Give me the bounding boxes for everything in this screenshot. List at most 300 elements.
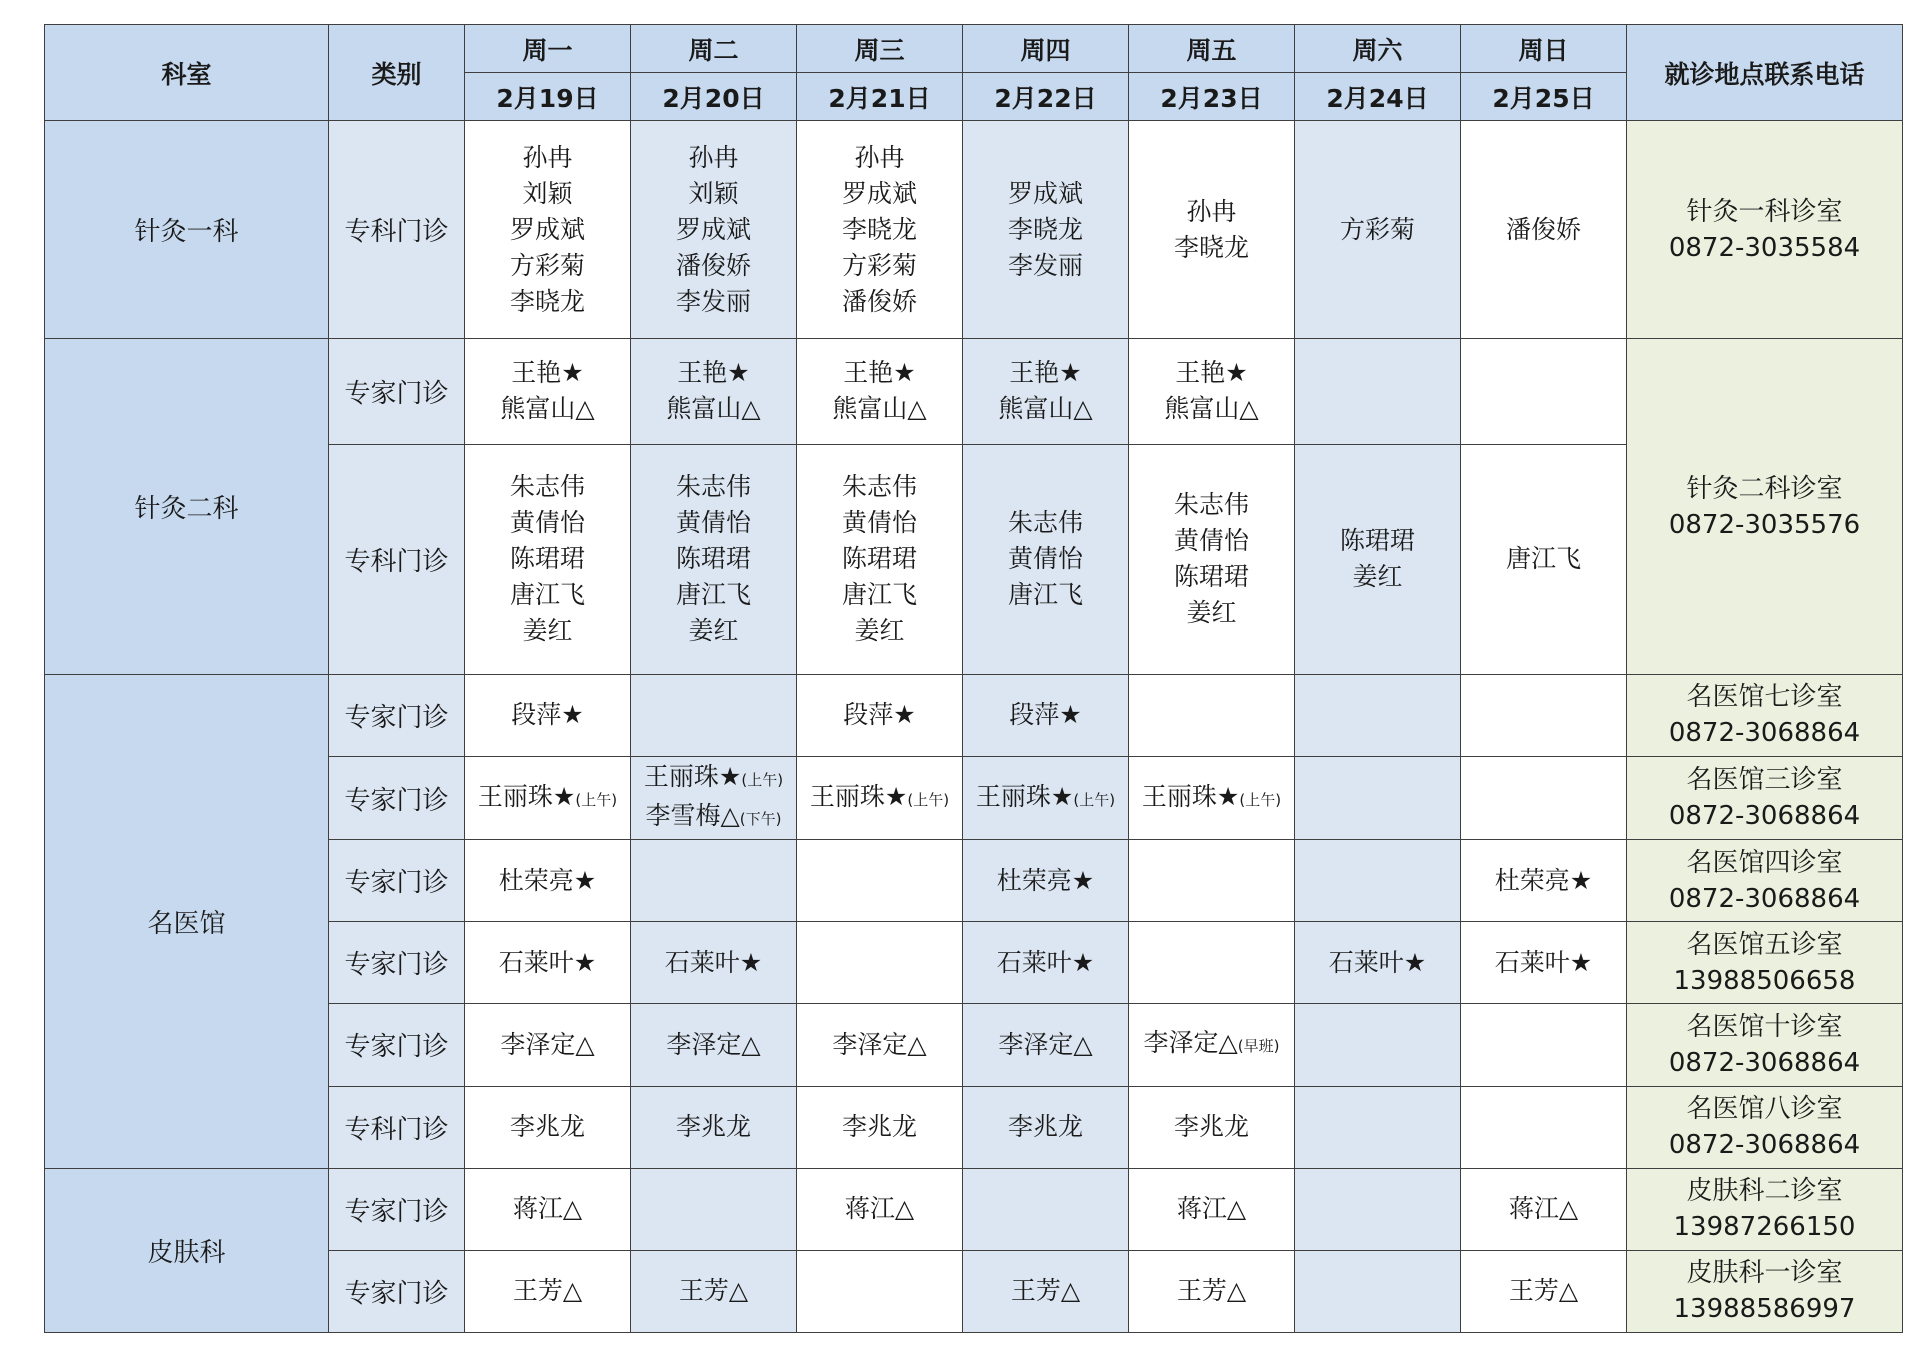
doctor-entry (1129, 230, 1294, 266)
schedule-row (45, 339, 1903, 444)
doctor-entry (963, 577, 1128, 613)
doctor-entry (631, 391, 796, 427)
header-weekday: 周二 (631, 25, 797, 73)
schedule-row (45, 1168, 1903, 1250)
day-slot-cell (465, 757, 631, 840)
doctor-name: 唐江飞 (675, 580, 751, 610)
doctor-entry (631, 613, 796, 649)
doctor-entry (963, 945, 1128, 981)
doctor-name: 李泽定△ (998, 1029, 1093, 1059)
day-slot-cell (465, 674, 631, 756)
day-slot-cell (1295, 757, 1461, 840)
department-cell: 皮肤科 (45, 1168, 329, 1332)
doctor-entry (1461, 541, 1626, 577)
doctor-entry (465, 577, 630, 613)
day-slot-cell (465, 1168, 631, 1250)
doctor-name: 罗成斌 (509, 214, 585, 244)
doctor-name: 石莱叶★ (1494, 947, 1593, 977)
doctor-name: 刘颖 (688, 178, 739, 208)
day-slot-cell (1461, 1168, 1627, 1250)
day-slot-cell (1461, 674, 1627, 756)
shift-note: (上午) (575, 790, 618, 809)
doctor-name: 王芳△ (1508, 1276, 1579, 1306)
doctor-name: 蒋江△ (1508, 1194, 1579, 1224)
doctor-entry (1295, 945, 1460, 981)
day-slot-cell (1129, 674, 1295, 756)
department-cell: 名医馆 (45, 674, 329, 1168)
doctor-entry (631, 1109, 796, 1145)
doctor-entry (963, 212, 1128, 248)
day-slot-cell (1295, 1168, 1461, 1250)
doctor-name: 王艳★ (843, 358, 916, 388)
doctor-entry (631, 759, 796, 798)
contact-phone: 0872-3068864 (1668, 1047, 1861, 1078)
day-slot-cell (1461, 840, 1627, 922)
doctor-entry (1295, 559, 1460, 595)
doctor-entry (631, 212, 796, 248)
day-slot-cell (963, 1168, 1129, 1250)
doctor-name: 朱志伟 (675, 472, 751, 502)
day-slot-cell (631, 339, 797, 444)
doctor-entry (797, 1027, 962, 1063)
doctor-name: 王芳△ (512, 1276, 583, 1306)
department-cell: 针灸二科 (45, 339, 329, 675)
doctor-entry (797, 1191, 962, 1227)
doctor-name: 罗成斌 (841, 178, 917, 208)
doctor-name: 王芳△ (1010, 1276, 1081, 1306)
doctor-entry (631, 945, 796, 981)
header-weekday: 周四 (963, 25, 1129, 73)
day-slot-cell (797, 444, 963, 674)
doctor-name: 王艳★ (677, 358, 750, 388)
day-slot-cell (963, 840, 1129, 922)
day-slot-cell (1295, 922, 1461, 1004)
doctor-entry (1129, 1025, 1294, 1064)
doctor-entry (465, 945, 630, 981)
doctor-entry (465, 212, 630, 248)
category-cell: 专科门诊 (329, 121, 465, 339)
doctor-name: 王丽珠★ (643, 762, 742, 792)
location-cell (1627, 121, 1903, 339)
header-category: 类别 (329, 25, 465, 121)
doctor-entry (797, 248, 962, 284)
doctor-name: 唐江飞 (841, 580, 917, 610)
doctor-name: 陈珺珺 (1339, 526, 1415, 556)
doctor-name: 李发丽 (675, 286, 751, 316)
day-slot-cell (631, 444, 797, 674)
header-date: 2月21日 (797, 73, 963, 121)
schedule-body (45, 121, 1903, 1333)
doctor-name: 杜荣亮★ (996, 865, 1095, 895)
clinic-room: 皮肤科二诊室 (1686, 1176, 1843, 1207)
doctor-name: 陈珺珺 (841, 544, 917, 574)
doctor-entry (963, 541, 1128, 577)
doctor-entry (1129, 1109, 1294, 1145)
contact-phone: 0872-3068864 (1668, 883, 1861, 914)
doctor-name: 蒋江△ (1176, 1194, 1247, 1224)
doctor-entry (1129, 595, 1294, 631)
doctor-name: 黄倩怡 (509, 508, 585, 538)
day-slot-cell (797, 1168, 963, 1250)
contact-phone: 0872-3068864 (1668, 718, 1861, 749)
doctor-entry (963, 1027, 1128, 1063)
category-cell: 专家门诊 (329, 1168, 465, 1250)
doctor-name: 唐江飞 (509, 580, 585, 610)
doctor-name: 姜红 (688, 616, 739, 646)
shift-note: (上午) (907, 790, 950, 809)
doctor-entry (631, 176, 796, 212)
day-slot-cell (1129, 339, 1295, 444)
doctor-name: 李泽定△ (1143, 1028, 1238, 1058)
doctor-name: 潘俊娇 (675, 250, 751, 280)
day-slot-cell (1461, 1086, 1627, 1168)
doctor-name: 熊富山△ (666, 394, 761, 424)
doctor-name: 陈珺珺 (509, 544, 585, 574)
doctor-name: 姜红 (1352, 562, 1403, 592)
doctor-entry (797, 577, 962, 613)
day-slot-cell (1295, 121, 1461, 339)
category-cell: 专家门诊 (329, 674, 465, 756)
doctor-entry (465, 140, 630, 176)
doctor-entry (1129, 194, 1294, 230)
doctor-entry (797, 391, 962, 427)
doctor-entry (465, 391, 630, 427)
doctor-name: 潘俊娇 (841, 286, 917, 316)
day-slot-cell (631, 1004, 797, 1086)
day-slot-cell (465, 1250, 631, 1332)
doctor-name: 熊富山△ (832, 394, 927, 424)
doctor-name: 杜荣亮★ (1494, 865, 1593, 895)
doctor-name: 方彩菊 (509, 250, 585, 280)
day-slot-cell (1129, 840, 1295, 922)
doctor-entry (465, 505, 630, 541)
day-slot-cell (1461, 339, 1627, 444)
contact-phone: 0872-3068864 (1668, 801, 1861, 832)
doctor-entry (963, 1273, 1128, 1309)
doctor-name: 李雪梅△ (645, 801, 740, 831)
doctor-entry (631, 1027, 796, 1063)
category-cell: 专家门诊 (329, 339, 465, 444)
doctor-entry (465, 1191, 630, 1227)
day-slot-cell (465, 121, 631, 339)
doctor-name: 王艳★ (1009, 358, 1082, 388)
doctor-entry (1461, 863, 1626, 899)
doctor-entry (797, 1109, 962, 1145)
header-weekday: 周一 (465, 25, 631, 73)
doctor-name: 李晓龙 (509, 286, 585, 316)
day-slot-cell (1295, 840, 1461, 922)
doctor-name: 王芳△ (678, 1276, 749, 1306)
clinic-room: 名医馆五诊室 (1686, 929, 1843, 960)
doctor-entry (963, 391, 1128, 427)
day-slot-cell (963, 674, 1129, 756)
doctor-name: 姜红 (522, 616, 573, 646)
shift-note: (上午) (741, 771, 784, 790)
day-slot-cell (631, 1250, 797, 1332)
day-slot-cell (797, 1250, 963, 1332)
doctor-entry (631, 541, 796, 577)
doctor-name: 黄倩怡 (675, 508, 751, 538)
doctor-name: 段萍★ (511, 700, 584, 730)
doctor-entry (631, 1273, 796, 1309)
department-cell: 针灸一科 (45, 121, 329, 339)
day-slot-cell (963, 1086, 1129, 1168)
doctor-entry (465, 613, 630, 649)
day-slot-cell (631, 922, 797, 1004)
doctor-entry (797, 779, 962, 818)
doctor-entry (1461, 1191, 1626, 1227)
day-slot-cell (797, 922, 963, 1004)
day-slot-cell (1295, 1250, 1461, 1332)
contact-phone: 0872-3035584 (1668, 232, 1861, 263)
doctor-entry (465, 1273, 630, 1309)
doctor-name: 熊富山△ (1164, 394, 1259, 424)
category-cell: 专家门诊 (329, 1004, 465, 1086)
header-dept: 科室 (45, 25, 329, 121)
doctor-entry (465, 541, 630, 577)
day-slot-cell (963, 1004, 1129, 1086)
day-slot-cell (1129, 444, 1295, 674)
day-slot-cell (631, 840, 797, 922)
day-slot-cell (1461, 757, 1627, 840)
header-date: 2月24日 (1295, 73, 1461, 121)
day-slot-cell (631, 1086, 797, 1168)
doctor-entry (963, 505, 1128, 541)
doctor-name: 熊富山△ (500, 394, 595, 424)
doctor-name: 王丽珠★ (1141, 781, 1240, 811)
schedule-row (45, 121, 1903, 339)
category-cell: 专家门诊 (329, 922, 465, 1004)
doctor-name: 王丽珠★ (809, 781, 908, 811)
location-cell (1627, 1250, 1903, 1332)
day-slot-cell (797, 339, 963, 444)
day-slot-cell (797, 1086, 963, 1168)
day-slot-cell (963, 1250, 1129, 1332)
doctor-name: 石莱叶★ (996, 947, 1095, 977)
doctor-name: 陈珺珺 (675, 544, 751, 574)
doctor-name: 潘俊娇 (1505, 214, 1581, 244)
day-slot-cell (963, 339, 1129, 444)
doctor-name: 李泽定△ (666, 1029, 761, 1059)
doctor-entry (963, 697, 1128, 733)
day-slot-cell (797, 1004, 963, 1086)
doctor-entry (797, 355, 962, 391)
doctor-entry (1295, 212, 1460, 248)
day-slot-cell (963, 922, 1129, 1004)
doctor-name: 黄倩怡 (841, 508, 917, 538)
category-cell: 专科门诊 (329, 444, 465, 674)
header-location: 就诊地点联系电话 (1627, 25, 1903, 121)
day-slot-cell (1129, 757, 1295, 840)
doctor-entry (465, 469, 630, 505)
day-slot-cell (963, 757, 1129, 840)
doctor-name: 李发丽 (1007, 250, 1083, 280)
day-slot-cell (1295, 339, 1461, 444)
doctor-name: 刘颖 (522, 178, 573, 208)
doctor-name: 李泽定△ (500, 1029, 595, 1059)
doctor-entry (465, 248, 630, 284)
day-slot-cell (465, 922, 631, 1004)
doctor-entry (797, 697, 962, 733)
day-slot-cell (1129, 1250, 1295, 1332)
day-slot-cell (1129, 1086, 1295, 1168)
header-date: 2月22日 (963, 73, 1129, 121)
doctor-name: 熊富山△ (998, 394, 1093, 424)
day-slot-cell (1295, 674, 1461, 756)
doctor-name: 黄倩怡 (1007, 544, 1083, 574)
doctor-name: 王艳★ (511, 358, 584, 388)
doctor-name: 段萍★ (1009, 700, 1082, 730)
doctor-name: 孙冉 (1186, 196, 1237, 226)
doctor-entry (631, 248, 796, 284)
doctor-entry (963, 176, 1128, 212)
header-weekday: 周日 (1461, 25, 1627, 73)
clinic-room: 名医馆八诊室 (1686, 1094, 1843, 1125)
header-row-weekdays (45, 25, 1903, 73)
doctor-entry (465, 284, 630, 320)
doctor-entry (1129, 523, 1294, 559)
day-slot-cell (465, 339, 631, 444)
doctor-name: 朱志伟 (1007, 508, 1083, 538)
shift-note: (下午) (739, 810, 782, 829)
doctor-name: 石莱叶★ (1328, 947, 1427, 977)
category-cell: 专科门诊 (329, 1086, 465, 1168)
day-slot-cell (631, 757, 797, 840)
doctor-entry (631, 140, 796, 176)
doctor-name: 杜荣亮★ (498, 865, 597, 895)
day-slot-cell (1461, 1250, 1627, 1332)
doctor-entry (797, 284, 962, 320)
day-slot-cell (1295, 1004, 1461, 1086)
day-slot-cell (465, 1086, 631, 1168)
doctor-name: 唐江飞 (1505, 544, 1581, 574)
doctor-name: 姜红 (854, 616, 905, 646)
day-slot-cell (1129, 922, 1295, 1004)
day-slot-cell (963, 121, 1129, 339)
clinic-room: 名医馆七诊室 (1686, 682, 1843, 713)
doctor-name: 孙冉 (688, 142, 739, 172)
contact-phone: 13988586997 (1673, 1294, 1856, 1325)
day-slot-cell (465, 444, 631, 674)
location-cell (1627, 757, 1903, 840)
clinic-room: 皮肤科一诊室 (1686, 1258, 1843, 1289)
doctor-name: 王丽珠★ (975, 781, 1074, 811)
doctor-entry (631, 284, 796, 320)
doctor-name: 李晓龙 (841, 214, 917, 244)
category-cell: 专家门诊 (329, 840, 465, 922)
doctor-entry (631, 355, 796, 391)
day-slot-cell (1461, 444, 1627, 674)
doctor-entry (1129, 391, 1294, 427)
doctor-entry (1461, 1273, 1626, 1309)
location-cell (1627, 1086, 1903, 1168)
doctor-name: 陈珺珺 (1173, 562, 1249, 592)
doctor-entry (1129, 1273, 1294, 1309)
day-slot-cell (1461, 922, 1627, 1004)
doctor-entry (797, 505, 962, 541)
day-slot-cell (1129, 1004, 1295, 1086)
doctor-entry (963, 355, 1128, 391)
day-slot-cell (465, 840, 631, 922)
doctor-name: 姜红 (1186, 598, 1237, 628)
header-date: 2月19日 (465, 73, 631, 121)
doctor-entry (797, 613, 962, 649)
doctor-name: 孙冉 (522, 142, 573, 172)
day-slot-cell (963, 444, 1129, 674)
clinic-room: 名医馆四诊室 (1686, 847, 1843, 878)
day-slot-cell (797, 840, 963, 922)
doctor-name: 王丽珠★ (477, 781, 576, 811)
day-slot-cell (1295, 444, 1461, 674)
doctor-name: 李晓龙 (1007, 214, 1083, 244)
doctor-name: 石莱叶★ (664, 947, 763, 977)
category-cell: 专家门诊 (329, 1250, 465, 1332)
location-cell (1627, 339, 1903, 675)
doctor-name: 孙冉 (854, 142, 905, 172)
doctor-name: 王芳△ (1176, 1276, 1247, 1306)
doctor-entry (631, 577, 796, 613)
day-slot-cell (1295, 1086, 1461, 1168)
doctor-entry (1129, 355, 1294, 391)
day-slot-cell (1129, 121, 1295, 339)
clinic-room: 针灸一科诊室 (1686, 196, 1843, 227)
doctor-entry (631, 505, 796, 541)
day-slot-cell (797, 121, 963, 339)
clinic-room: 名医馆十诊室 (1686, 1011, 1843, 1042)
doctor-name: 罗成斌 (675, 214, 751, 244)
doctor-entry (1129, 559, 1294, 595)
day-slot-cell (1129, 1168, 1295, 1250)
doctor-entry (1461, 945, 1626, 981)
shift-note: (早班) (1237, 1037, 1280, 1056)
doctor-name: 方彩菊 (841, 250, 917, 280)
schedule-row (45, 674, 1903, 756)
header-date: 2月23日 (1129, 73, 1295, 121)
day-slot-cell (1461, 121, 1627, 339)
category-cell: 专家门诊 (329, 757, 465, 840)
doctor-entry (631, 798, 796, 837)
contact-phone: 13988506658 (1673, 965, 1856, 996)
doctor-entry (631, 469, 796, 505)
doctor-entry (963, 1109, 1128, 1145)
day-slot-cell (465, 1004, 631, 1086)
doctor-name: 李兆龙 (675, 1112, 751, 1142)
doctor-entry (465, 355, 630, 391)
shift-note: (上午) (1239, 790, 1282, 809)
location-cell (1627, 1004, 1903, 1086)
doctor-name: 朱志伟 (1173, 490, 1249, 520)
doctor-name: 罗成斌 (1007, 178, 1083, 208)
location-cell (1627, 922, 1903, 1004)
doctor-name: 唐江飞 (1007, 580, 1083, 610)
header-weekday: 周五 (1129, 25, 1295, 73)
clinic-room: 针灸二科诊室 (1686, 473, 1843, 504)
day-slot-cell (797, 674, 963, 756)
location-cell (1627, 674, 1903, 756)
schedule-header (45, 25, 1903, 121)
doctor-entry (465, 779, 630, 818)
doctor-entry (1129, 487, 1294, 523)
day-slot-cell (1461, 1004, 1627, 1086)
doctor-entry (465, 176, 630, 212)
doctor-name: 王艳★ (1175, 358, 1248, 388)
day-slot-cell (631, 121, 797, 339)
doctor-entry (797, 140, 962, 176)
doctor-name: 李兆龙 (841, 1112, 917, 1142)
schedule-table (44, 24, 1903, 1333)
header-date: 2月25日 (1461, 73, 1627, 121)
doctor-name: 黄倩怡 (1173, 526, 1249, 556)
